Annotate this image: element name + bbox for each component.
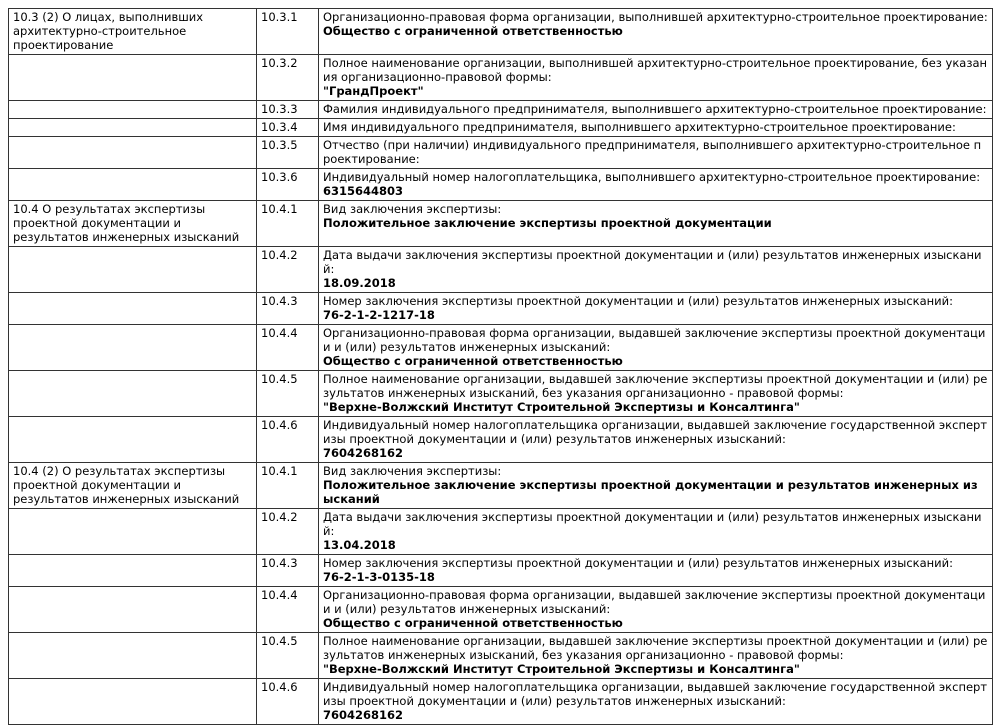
declaration-table bbox=[8, 8, 993, 725]
section-empty-cell bbox=[9, 587, 257, 633]
item-value: 13.04.2018 bbox=[323, 538, 396, 552]
table-row bbox=[9, 633, 993, 679]
item-number-cell: 10.3.5 bbox=[257, 137, 319, 169]
table-row bbox=[9, 137, 993, 169]
item-number-cell: 10.3.6 bbox=[257, 169, 319, 201]
item-content-cell bbox=[319, 633, 993, 679]
item-number-cell: 10.4.6 bbox=[257, 679, 319, 725]
item-content-cell bbox=[319, 371, 993, 417]
section-title-cell: 10.4 (2) О результатах экспертизы проектной документации и результатов инженерных изысканий bbox=[9, 463, 257, 509]
section-empty-cell bbox=[9, 137, 257, 169]
section-title-cell: 10.3 (2) О лицах, выполнивших архитектурно-строительное проектирование bbox=[9, 9, 257, 55]
section-empty-cell bbox=[9, 417, 257, 463]
table-row bbox=[9, 371, 993, 417]
section-empty-cell bbox=[9, 119, 257, 137]
item-content-cell bbox=[319, 293, 993, 325]
item-value: 7604268162 bbox=[323, 708, 404, 722]
table-row bbox=[9, 55, 993, 101]
section-empty-cell bbox=[9, 55, 257, 101]
item-number-cell: 10.4.1 bbox=[257, 463, 319, 509]
item-label: Вид заключения экспертизы: bbox=[323, 464, 502, 478]
table-row bbox=[9, 325, 993, 371]
item-content-cell bbox=[319, 417, 993, 463]
item-value: 76-2-1-2-1217-18 bbox=[323, 308, 435, 322]
table-row bbox=[9, 417, 993, 463]
item-number-cell: 10.4.5 bbox=[257, 633, 319, 679]
item-value: 7604268162 bbox=[323, 446, 404, 460]
table-row bbox=[9, 509, 993, 555]
item-label: Отчество (при наличии) индивидуального предпринимателя, выполнившего архитектурно-строительное проектирование: bbox=[323, 138, 982, 166]
section-empty-cell bbox=[9, 509, 257, 555]
item-label: Имя индивидуального предпринимателя, выполнившего архитектурно-строительное проектирование: bbox=[323, 120, 956, 134]
item-label: Индивидуальный номер налогоплательщика организации, выдавшей заключение государственной экспертизы проектной документации и (или) результатов инженерных изысканий: bbox=[323, 418, 988, 446]
declaration-table-body bbox=[9, 9, 993, 725]
item-label: Дата выдачи заключения экспертизы проектной документации и (или) результатов инженерных изысканий: bbox=[323, 248, 982, 276]
section-empty-cell bbox=[9, 101, 257, 119]
table-row bbox=[9, 587, 993, 633]
item-label: Номер заключения экспертизы проектной документации и (или) результатов инженерных изысканий: bbox=[323, 294, 954, 308]
section-empty-cell bbox=[9, 633, 257, 679]
section-empty-cell bbox=[9, 247, 257, 293]
item-label: Организационно-правовая форма организации, выдавшей заключение экспертизы проектной документации и (или) результатов инженерных изысканий: bbox=[323, 326, 986, 354]
item-label: Полное наименование организации, выдавшей заключение экспертизы проектной документации и (или) результатов инженерных изысканий, без указания организационно - правовой формы: bbox=[323, 372, 988, 400]
table-row bbox=[9, 463, 993, 509]
item-value: Положительное заключение экспертизы проектной документации и результатов инженерных изысканий bbox=[323, 478, 978, 506]
item-number-cell: 10.4.4 bbox=[257, 587, 319, 633]
item-value: "Верхне-Волжский Институт Строительной Экспертизы и Консалтинга" bbox=[323, 662, 800, 676]
section-title-cell: 10.4 О результатах экспертизы проектной документации и результатов инженерных изысканий bbox=[9, 201, 257, 247]
item-content-cell bbox=[319, 169, 993, 201]
table-row bbox=[9, 555, 993, 587]
item-content-cell bbox=[319, 509, 993, 555]
item-number-cell: 10.4.3 bbox=[257, 293, 319, 325]
item-value: Общество с ограниченной ответственностью bbox=[323, 354, 623, 368]
item-content-cell bbox=[319, 201, 993, 247]
section-empty-cell bbox=[9, 169, 257, 201]
section-empty-cell bbox=[9, 555, 257, 587]
item-label: Организационно-правовая форма организации, выполнившей архитектурно-строительное проектирование: bbox=[323, 10, 988, 24]
item-label: Организационно-правовая форма организации, выдавшей заключение экспертизы проектной документации и (или) результатов инженерных изысканий: bbox=[323, 588, 986, 616]
item-number-cell: 10.4.6 bbox=[257, 417, 319, 463]
item-content-cell bbox=[319, 9, 993, 55]
item-content-cell bbox=[319, 555, 993, 587]
table-row bbox=[9, 247, 993, 293]
item-label: Индивидуальный номер налогоплательщика, выполнившего архитектурно-строительное проектирование: bbox=[323, 170, 981, 184]
item-number-cell: 10.3.4 bbox=[257, 119, 319, 137]
table-row bbox=[9, 9, 993, 55]
table-row bbox=[9, 293, 993, 325]
table-row bbox=[9, 201, 993, 247]
table-row bbox=[9, 101, 993, 119]
table-row bbox=[9, 679, 993, 725]
table-row bbox=[9, 169, 993, 201]
item-number-cell: 10.4.5 bbox=[257, 371, 319, 417]
table-row bbox=[9, 119, 993, 137]
item-content-cell bbox=[319, 247, 993, 293]
item-content-cell bbox=[319, 55, 993, 101]
item-value: Общество с ограниченной ответственностью bbox=[323, 616, 623, 630]
item-content-cell bbox=[319, 325, 993, 371]
item-content-cell bbox=[319, 587, 993, 633]
item-label: Вид заключения экспертизы: bbox=[323, 202, 502, 216]
item-label: Полное наименование организации, выполнившей архитектурно-строительное проектирование, без указания организационно-правовой формы: bbox=[323, 56, 988, 84]
item-content-cell bbox=[319, 137, 993, 169]
item-number-cell: 10.4.1 bbox=[257, 201, 319, 247]
section-empty-cell bbox=[9, 325, 257, 371]
item-content-cell bbox=[319, 463, 993, 509]
item-number-cell: 10.4.4 bbox=[257, 325, 319, 371]
item-label: Номер заключения экспертизы проектной документации и (или) результатов инженерных изысканий: bbox=[323, 556, 954, 570]
item-number-cell: 10.3.3 bbox=[257, 101, 319, 119]
item-label: Фамилия индивидуального предпринимателя, выполнившего архитектурно-строительное проектирование: bbox=[323, 102, 987, 116]
item-number-cell: 10.3.1 bbox=[257, 9, 319, 55]
item-content-cell bbox=[319, 679, 993, 725]
item-value: "Верхне-Волжский Институт Строительной Экспертизы и Консалтинга" bbox=[323, 400, 800, 414]
item-value: Общество с ограниченной ответственностью bbox=[323, 24, 623, 38]
item-value: 18.09.2018 bbox=[323, 276, 396, 290]
item-label: Полное наименование организации, выдавшей заключение экспертизы проектной документации и (или) результатов инженерных изысканий, без указания организационно - правовой формы: bbox=[323, 634, 988, 662]
item-value: "ГрандПроект" bbox=[323, 84, 424, 98]
item-value: 76-2-1-3-0135-18 bbox=[323, 570, 435, 584]
item-content-cell bbox=[319, 101, 993, 119]
item-value: 6315644803 bbox=[323, 184, 404, 198]
item-number-cell: 10.3.2 bbox=[257, 55, 319, 101]
item-content-cell bbox=[319, 119, 993, 137]
item-value: Положительное заключение экспертизы проектной документации bbox=[323, 216, 772, 230]
section-empty-cell bbox=[9, 679, 257, 725]
item-label: Дата выдачи заключения экспертизы проектной документации и (или) результатов инженерных изысканий: bbox=[323, 510, 982, 538]
section-empty-cell bbox=[9, 371, 257, 417]
item-label: Индивидуальный номер налогоплательщика организации, выдавшей заключение государственной экспертизы проектной документации и (или) результатов инженерных изысканий: bbox=[323, 680, 988, 708]
section-empty-cell bbox=[9, 293, 257, 325]
item-number-cell: 10.4.2 bbox=[257, 247, 319, 293]
item-number-cell: 10.4.3 bbox=[257, 555, 319, 587]
item-number-cell: 10.4.2 bbox=[257, 509, 319, 555]
